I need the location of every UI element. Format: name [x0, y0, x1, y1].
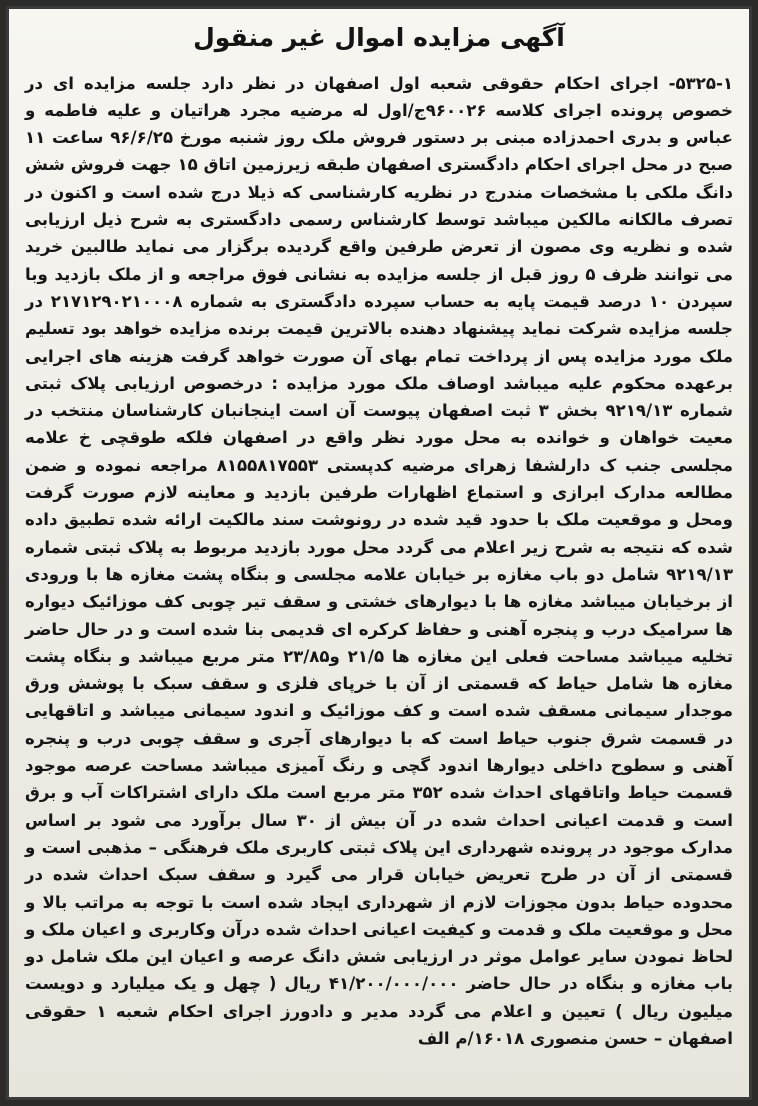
newspaper-clipping	[6, 6, 752, 1100]
notice-body: ۵۳۲۵-۱- اجرای احکام حقوقی شعبه اول اصفهان در نظر دارد جلسه مزایده ای در خصوص پرونده اجرای کلاسه ۹۶۰۰۲۶ج/اول له مرضیه مجرد هراتیان و علیه فاطمه و عباس و بدری احمدزاده مبنی بر دستور فروش ملک روز شنبه مورخ ۹۶/۶/۲۵ ساعت ۱۱ صبح در محل اجرای احکام دادگستری اصفهان طبقه زیرزمین اتاق ۱۵ جهت فروش شش دانگ ملکی با مشخصات مندرج در نظریه کارشناسی که ذیلا درج شده است و اکنون در تصرف مالکانه مالکین میباشد توسط کارشناس رسمی دادگستری به شرح ذیل ارزیابی شده و نظریه وی مصون از تعرض طرفین واقع گردیده برگزار می نماید طالبین خرید می توانند ظرف ۵ روز قبل از جلسه مزایده به نشانی فوق مراجعه و از ملک بازدید وبا سپردن ۱۰ درصد قیمت پایه به حساب سپرده دادگستری به شماره ۲۱۷۱۲۹۰۲۱۰۰۰۸ در جلسه مزایده شرکت نماید پیشنهاد دهنده بالاترین قیمت برنده مزایده خواهد بود تسلیم ملک مورد مزایده پس از پرداخت تمام بهای آن صورت خواهد گرفت هزینه های اجرایی برعهده محکوم علیه میباشد اوصاف ملک مورد مزایده : درخصوص ارزیابی پلاک ثبتی شماره ۹۲۱۹/۱۳ بخش ۳ ثبت اصفهان پیوست آن است اینجانبان کارشناسان منتخب در معیت خواهان و خوانده به محل مورد نظر واقع در اصفهان فلکه طوقچی خ علامه مجلسی جنب ک دارلشفا زهرای مرضیه کدپستی ۸۱۵۵۸۱۷۵۵۳ مراجعه نموده و ضمن مطالعه مدارک ابرازی و استماع اظهارات طرفین بازدید و معاینه لازم صورت گرفت ومحل و موقعیت ملک با حدود قید شده در رونوشت سند مالکیت ارائه شده تطبیق داده شده که نتیجه به شرح زیر اعلام می گردد محل مورد بازدید مربوط به پلاک ثبتی شماره ۹۲۱۹/۱۳ شامل دو باب مغازه بر خیابان علامه مجلسی و بنگاه پشت مغازه ها با ورودی از برخیابان میباشد مغازه ها با دیوارهای خشتی و سقف تیر چوبی کف موزائیک دیواره ها سرامیک درب و پنجره آهنی و حفاظ کرکره ای قدیمی بنا شده است و در حال حاضر تخلیه میباشد مساحت فعلی این مغازه ها ۲۱/۵ و۲۳/۸۵ متر مربع میباشد و بنگاه پشت مغازه ها شامل حیاط که قسمتی از آن با خرپای فلزی و سقف سبک با پوشش ورق موجدار سیمانی مسقف شده است و کف موزائیک و اندود سیمانی میباشد و اتاقهایی در قسمت شرق جنوب حیاط است که با دیوارهای آجری و سقف چوبی درب و پنجره آهنی و سطوح داخلی دیوارها اندود گچی و رنگ آمیزی میباشد مساحت عرصه موجود قسمت حیاط واتاقهای احداث شده ۳۵۲ متر مربع است ملک دارای اشتراکات آب و برق است و قدمت اعیانی احداث شده در آن بیش از ۳۰ سال برآورد می شود بر اساس مدارک موجود در پرونده شهرداری این پلاک ثبتی کاربری ملک فرهنگی – مذهبی است و قسمتی از آن در طرح تعریض خیابان قرار می گیرد و سقف سبک احداث شده در محدوده حیاط بدون مجوزات لازم از شهرداری ایجاد شده است با توجه به مراتب بالا و محل و موقعیت ملک و قدمت و کیفیت اعیانی احداث شده درآن وکاربری و اعیان ملک و لحاظ نمودن سایر عوامل موثر در ارزیابی شش دانگ عرصه و اعیان این ملک شامل دو باب مغازه و بنگاه در حال حاضر ۴۱/۲۰۰/۰۰۰/۰۰۰ ریال ( چهل و یک میلیارد و دویست میلیون ریال ) تعیین و اعلام می گردد مدیر و دادورز اجرای احکام شعبه ۱ حقوقی اصفهان – حسن منصوری ۱۶۰۱۸/م الف	[25, 73, 734, 1048]
notice-title: آگهی مزایده اموال غیر منقول	[193, 23, 565, 52]
